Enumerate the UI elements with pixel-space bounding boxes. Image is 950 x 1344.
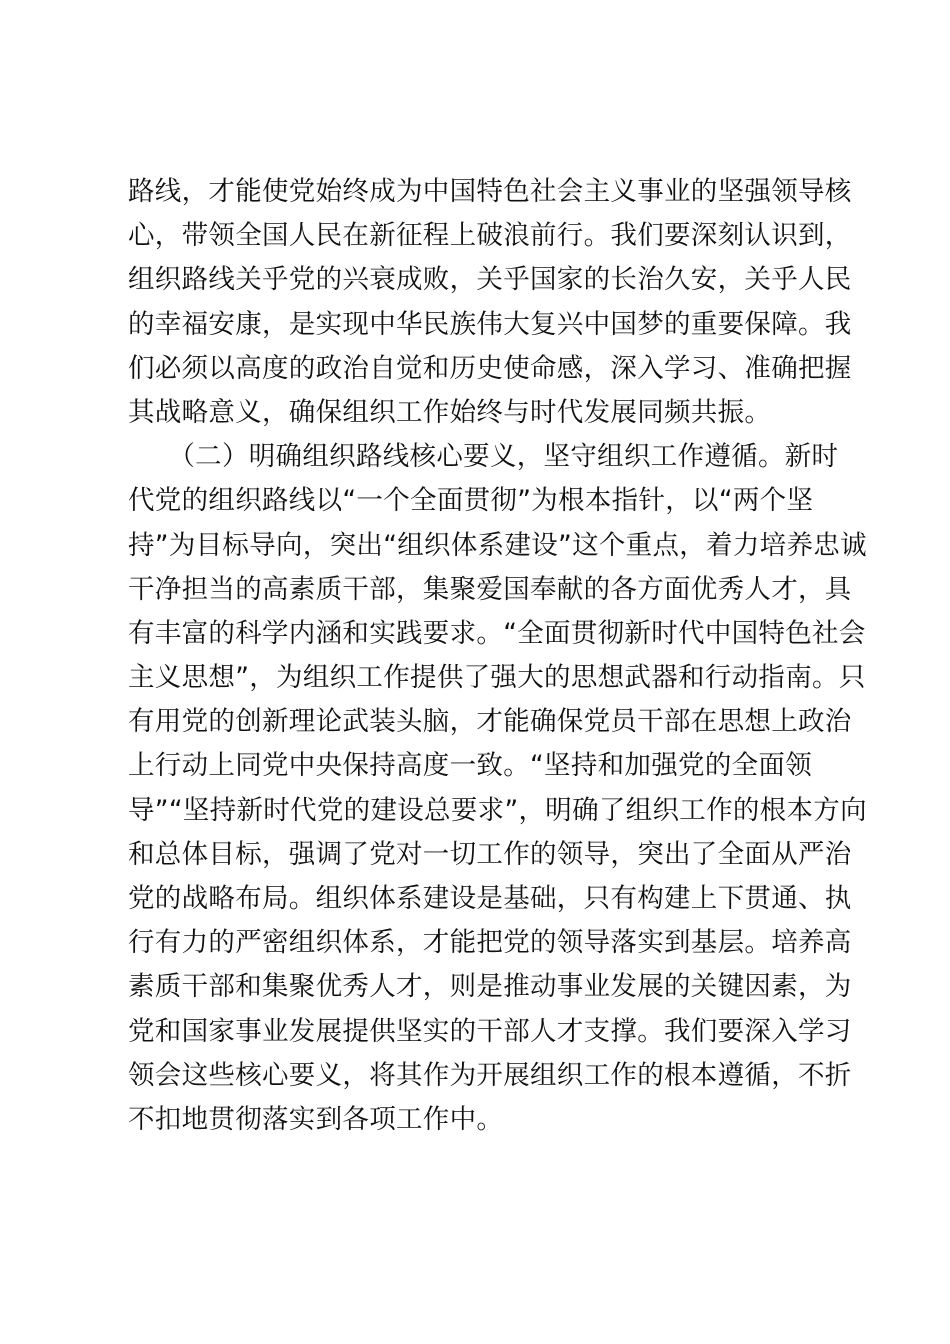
text-line: 上行动上同党中央保持高度一致。“坚持和加强党的全面领	[128, 750, 813, 782]
text-line: 素质干部和集聚优秀人才，则是推动事业发展的关键因素，为	[128, 971, 852, 1003]
text-line: 和总体目标，强调了党对一切工作的领导，突出了全面从严治	[128, 838, 852, 870]
text-line: 持”为目标导向，突出“组织体系建设”这个重点，着力培养忠诚	[128, 529, 867, 561]
text-line: 领会这些核心要义，将其作为开展组织工作的根本遵循，不折	[128, 1059, 852, 1091]
text-line: 不扣地贯彻落实到各项工作中。	[128, 1103, 504, 1135]
text-line: 导”“坚持新时代党的建设总要求”，明确了组织工作的根本方向	[128, 794, 867, 826]
text-line: 行有力的严密组织体系，才能把党的领导落实到基层。培养高	[128, 927, 852, 959]
text-line: 党和国家事业发展提供坚实的干部人才支撑。我们要深入学习	[128, 1015, 852, 1047]
text-line: 有用党的创新理论武装头脑，才能确保党员干部在思想上政治	[128, 706, 852, 738]
text-line: 们必须以高度的政治自觉和历史使命感，深入学习、准确把握	[128, 352, 852, 384]
text-line: 主义思想”，为组织工作提供了强大的思想武器和行动指南。只	[128, 662, 866, 694]
body-text	[128, 170, 867, 1142]
text-line: 组织路线关乎党的兴衰成败，关乎国家的长治久安，关乎人民	[128, 264, 852, 296]
text-line: 路线，才能使党始终成为中国特色社会主义事业的坚强领导核	[128, 176, 852, 207]
text-line: 其战略意义，确保组织工作始终与时代发展同频共振。	[128, 396, 772, 428]
text-line: 的幸福安康，是实现中华民族伟大复兴中国梦的重要保障。我	[128, 308, 852, 340]
text-line: 代党的组织路线以“一个全面贯彻”为根本指针，以“两个坚	[128, 485, 814, 517]
text-line: 干净担当的高素质干部，集聚爱国奉献的各方面优秀人才，具	[128, 573, 852, 605]
section-heading-line: （二）明确组织路线核心要义，坚守组织工作遵循。新时	[128, 441, 839, 473]
text-line: 党的战略布局。组织体系建设是基础，只有构建上下贯通、执	[128, 883, 852, 914]
text-line: 心，带领全国人民在新征程上破浪前行。我们要深刻认识到，	[128, 220, 852, 252]
text-line: 有丰富的科学内涵和实践要求。“全面贯彻新时代中国特色社会	[128, 617, 866, 649]
